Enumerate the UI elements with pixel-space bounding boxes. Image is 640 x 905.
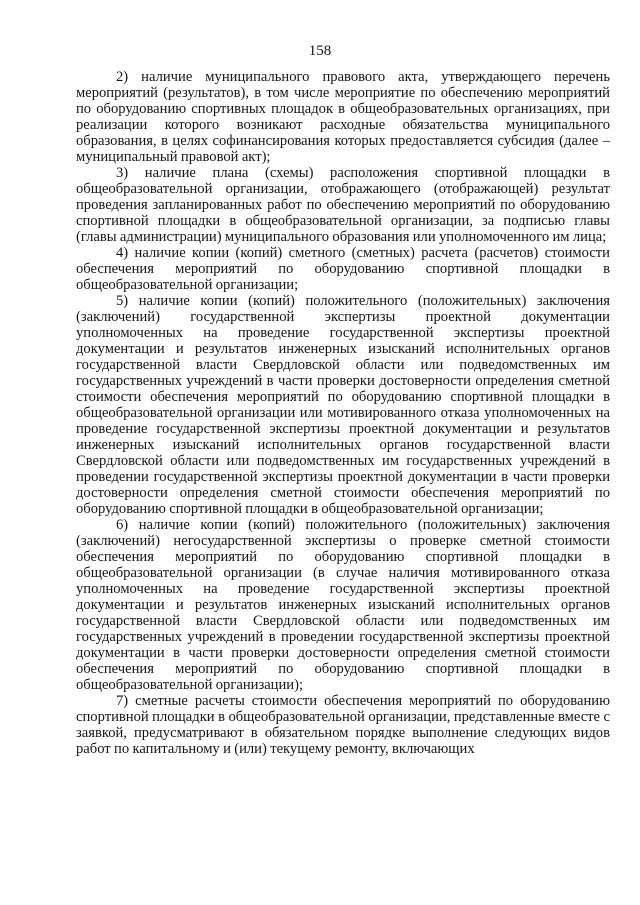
paragraph-item-6: 6) наличие копии (копий) положительного (положительных) заключения (заключений) негосударственной экспертизы о проверке сметной стоимости обеспечения мероприятий по оборудованию спортивной площадки в общеобразовательной организации (в случае наличия мотивированного отказа уполномоченных на проведение государственной экспертизы проектной документации и результатов инженерных изысканий исполнительных органов государственной власти Свердловской области или подведомственных им государственных учреждений в проведении государственной экспертизы проектной документации в части проверки достоверности определения сметной стоимости обеспечения мероприятий по оборудованию спортивной площадки в общеобразовательной организации); [76, 517, 610, 693]
paragraph-item-3: 3) наличие плана (схемы) расположения спортивной площадки в общеобразовательной организации, отображающего (отображающей) результат проведения запланированных работ по обеспечению мероприятий по оборудованию спортивной площадки в общеобразовательной организации, за подписью главы (главы администрации) муниципального образования или уполномоченного им лица; [76, 165, 610, 245]
paragraph-item-5: 5) наличие копии (копий) положительного (положительных) заключения (заключений) государственной экспертизы проектной документации уполномоченных на проведение государственной экспертизы проектной документации и результатов инженерных изысканий исполнительных органов государственной власти Свердловской области или подведомственных им государственных учреждений в части проверки достоверности определения сметной стоимости обеспечения мероприятий по оборудованию спортивной площадки в общеобразовательной организации или мотивированного отказа уполномоченных на проведение государственной экспертизы проектной документации и результатов инженерных изысканий исполнительных органов государственной власти Свердловской области или подведомственных им государственных учреждений в проведении государственной экспертизы проектной документации в части проверки достоверности определения сметной стоимости обеспечения мероприятий по оборудованию спортивной площадки в общеобразовательной организации; [76, 293, 610, 517]
paragraph-item-4: 4) наличие копии (копий) сметного (сметных) расчета (расчетов) стоимости обеспечения мероприятий по оборудованию спортивной площадки в общеобразовательной организации; [76, 245, 610, 293]
paragraph-item-2: 2) наличие муниципального правового акта, утверждающего перечень мероприятий (результатов), в том числе мероприятие по обеспечению мероприятий по оборудованию спортивных площадок в общеобразовательных организациях, при реализации которого возникают расходные обязательства муниципального образования, в целях софинансирования которых предоставляется субсидия (далее – муниципальный правовой акт); [76, 69, 610, 165]
page-number: 158 [308, 43, 332, 59]
paragraph-item-7: 7) сметные расчеты стоимости обеспечения мероприятий по оборудованию спортивной площадки в общеобразовательной организации, представленные вместе с заявкой, предусматривают в обязательном порядке выполнение следующих видов работ по капитальному и (или) текущему ремонту, включающих [76, 693, 610, 757]
document-body [76, 69, 610, 757]
